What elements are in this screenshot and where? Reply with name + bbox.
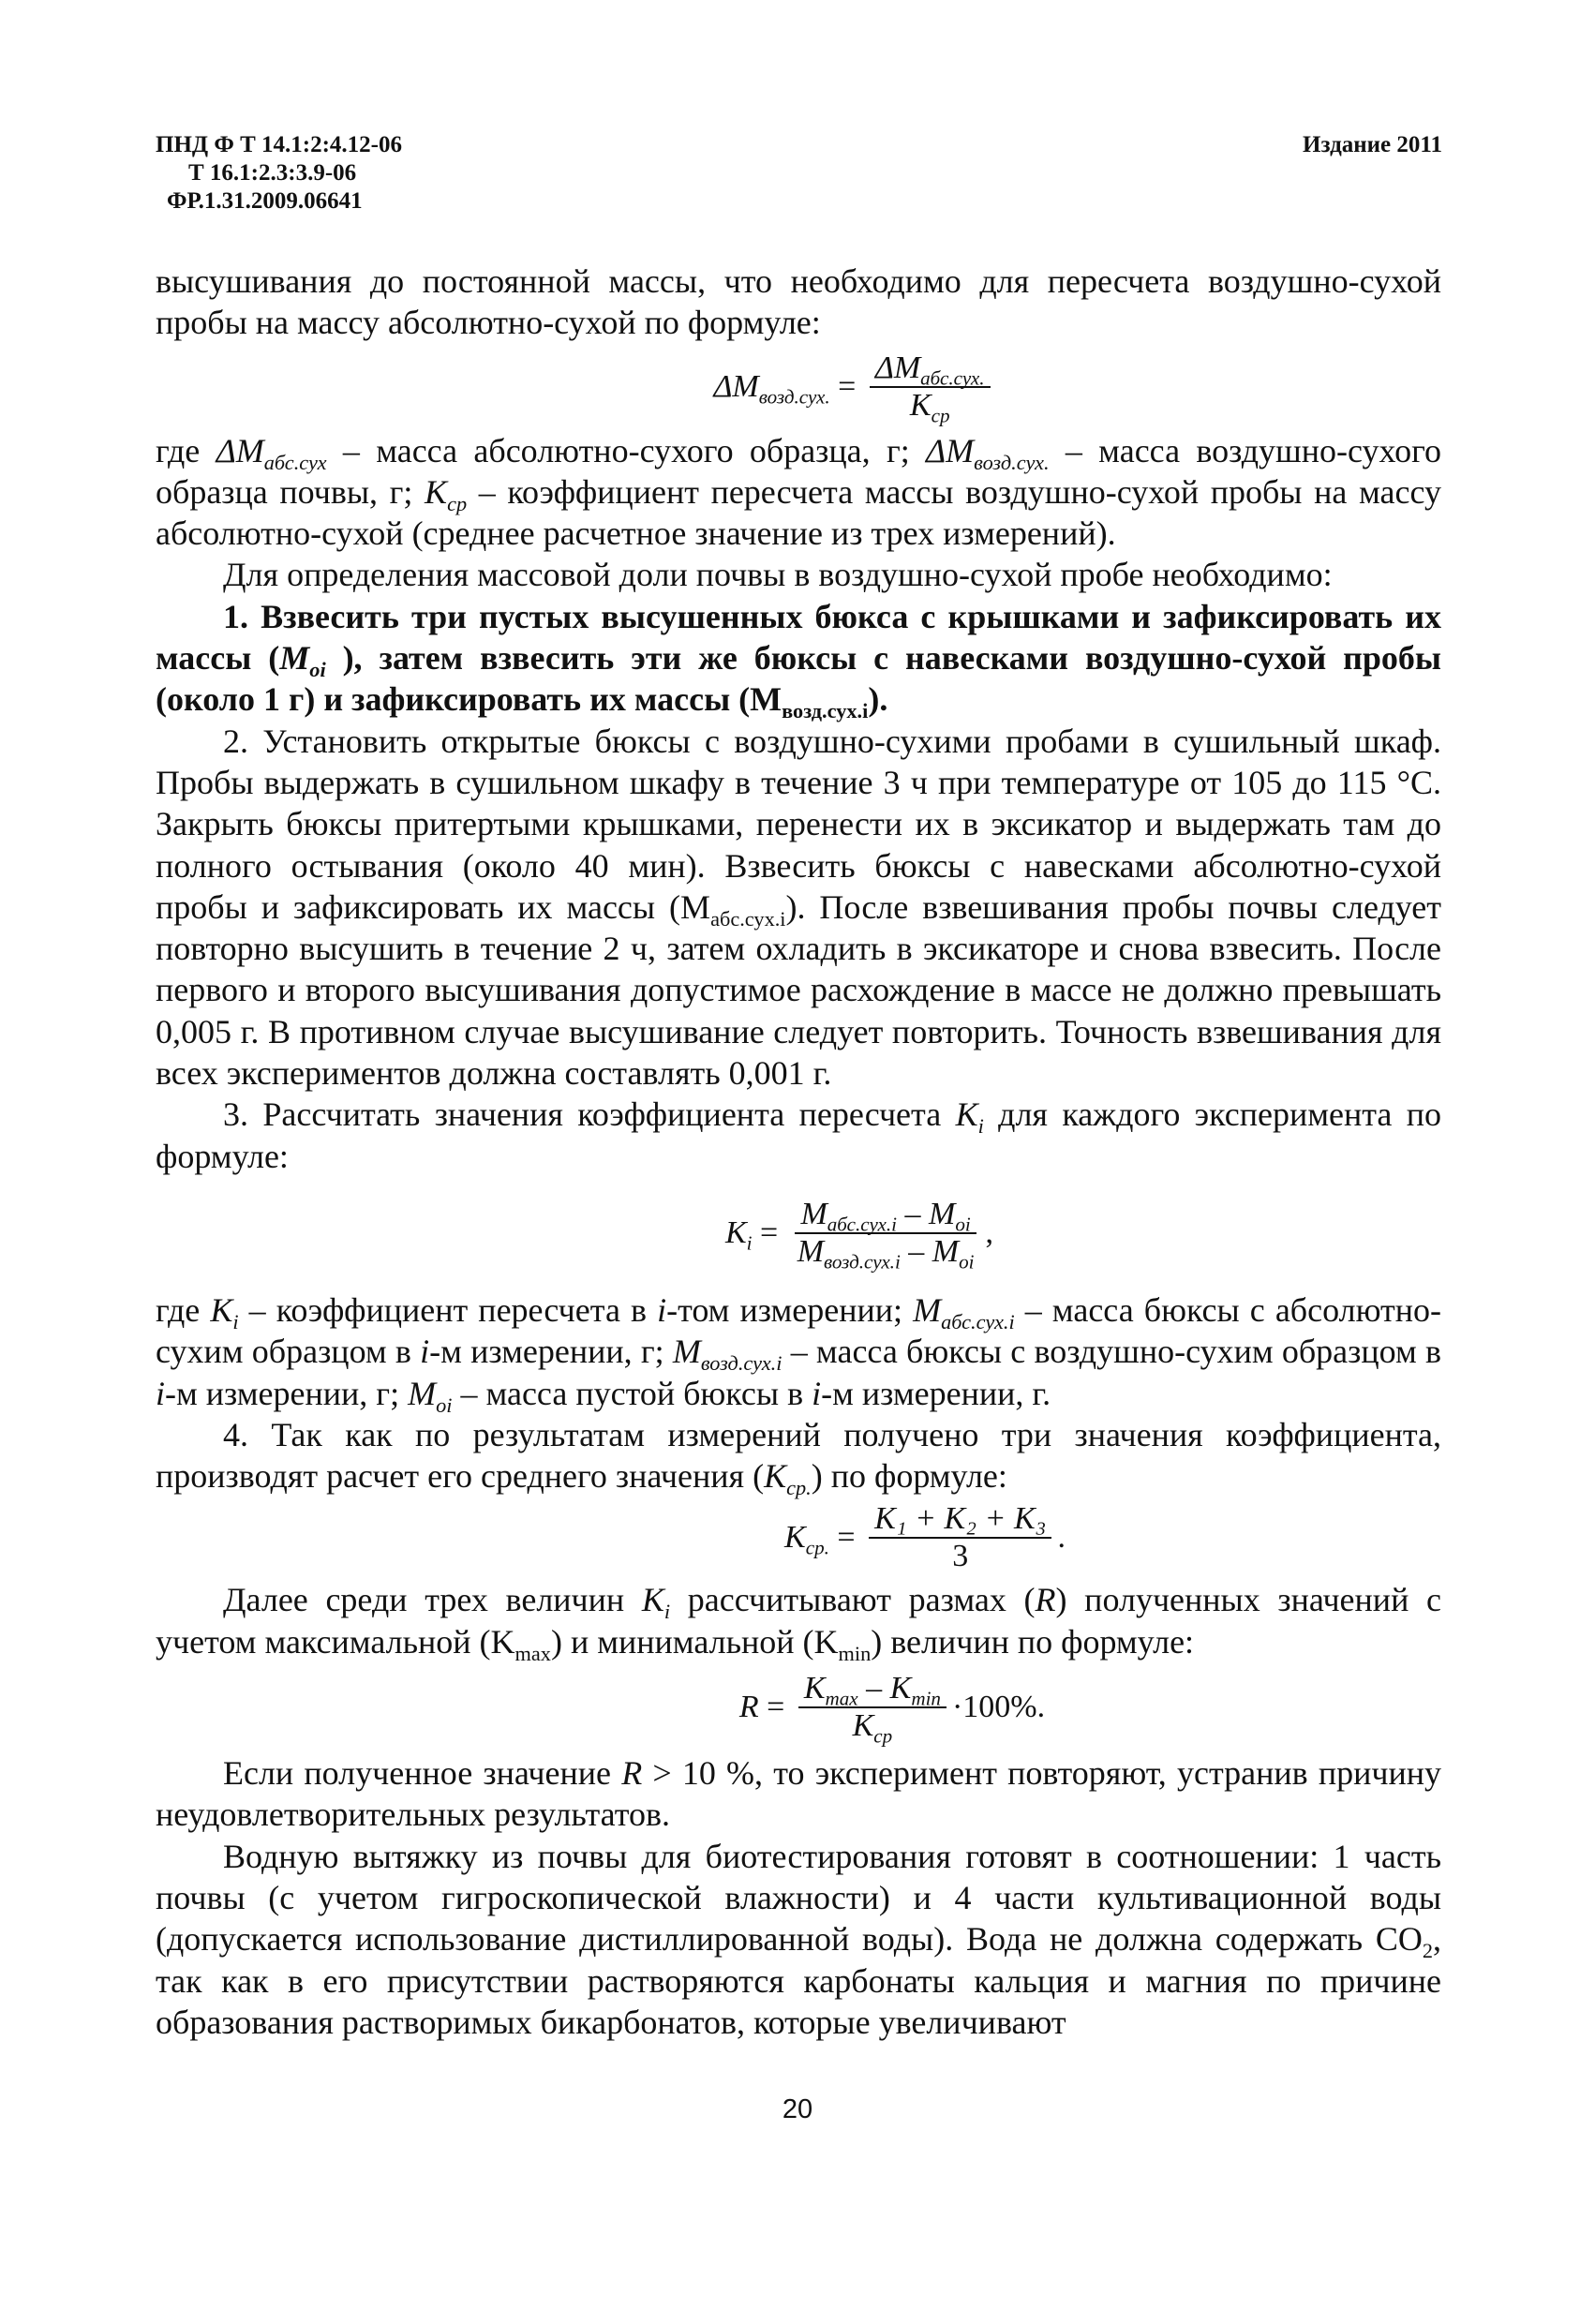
formula-ki: $K_i$ = $\frac{M_{абс.сух.i} - M_{oi}}{M_{возд.сух.i} - M_{oi}}$ , — [724, 1196, 994, 1274]
paragraph-definitions-2: где $K_i$ – коэффициент пересчета в i-том измерении; $M_{абс.сух.i}$ – масса бюксы с абсолютно-сухим образцом в i-м измерении, г; $M_{возд.сух.i}$ – масса бюксы с воздушно-сухим образцом в i-м измерении, г; $M_{oi}$ – масса пустой бюксы в i-м измерении, г. — [156, 1290, 1441, 1417]
paragraph-step-2: 2. Установить открытые бюксы с воздушно-сухими пробами в сушильный шкаф. Пробы выдержать в сушильном шкафу в течение 3 ч при температуре от 105 до 115 °С. Закрыть бюксы притертыми крышками, перенести их в эксикатор и выдержать там до полного остывания (около 40 мин). Взвесить бюксы с навесками абсолютно-сухой пробы и зафиксировать их массы $(M_{абс.сух.i})$. После взвешивания пробы почвы следует повторно высушить в течение 2 ч, затем охладить в эксикаторе и снова взвесить. После первого и второго высушивания допустимое расхождение в массе не должно превышать 0,005 г. В противном случае высушивание следует повторить. Точность взвешивания для всех экспериментов должна составлять 0,001 г. — [156, 722, 1442, 1093]
paragraph-definitions-1: где $\Delta M_{абс.сух}$ – масса абсолютно-сухого образца, г; $\Delta M_{возд.сух.}$ – масса воздушно-сухого образца почвы, г; $K_{ср}$ – коэффициент пересчета массы воздушно-сухой пробы на массу абсолютно-сухой (среднее расчетное значение из трех измерений). — [156, 431, 1441, 553]
formula-air-dry-mass: $\Delta M_{возд.сух.}$ = $\frac{\Delta M_{абс.сух.}}{K_{ср}}$ — [268, 344, 1441, 430]
paragraph-procedure-intro: Для определения массовой доли почвы в воздушно-сухой пробе необходимо: — [223, 556, 1333, 594]
formula-k-average: $K_{ср.}$ = $\frac{\text{K₁ + K₂ + K₃}}{3}$ . — [784, 1501, 1066, 1574]
paragraph-step-1: 1. Взвесить три пустых высушенных бюкса с крышками и зафиксировать их массы ($M_{oi}$ ), затем взвесить эти же бюксы с навесками воздушно-сухой пробы (около 1 г) и зафиксировать их массы $(M_{возд.сух.i})$. — [156, 597, 1442, 723]
paragraph-repeat-condition: Если полученное значение R > 10 %, то эксперимент повторяют, устранив причину неудовлетворительных результатов. — [156, 1754, 1442, 1834]
paragraph-intro: высушивания до постоянной массы, что необходимо для пересчета воздушно-сухой пробы на массу абсолютно-сухой по формуле: — [156, 262, 1441, 342]
formula-range: R = $\frac{K_{max} - K_{min}}{K_{ср}}$ ·100%. — [738, 1671, 1046, 1748]
doc-code-line-3: ФР.1.31.2009.06641 — [167, 188, 363, 214]
doc-code-line-2: Т 16.1:2.3:3.9-06 — [188, 160, 357, 186]
paragraph-step-4: 4. Так как по результатам измерений получено три значения коэффициента, производят расчет его среднего значения $(K_{ср.})$ по формуле: — [156, 1415, 1441, 1499]
paragraph-step-3: 3. Рассчитать значения коэффициента пересчета $K_i$ для каждого эксперимента по формуле: — [156, 1095, 1442, 1175]
page-number: 20 — [782, 2094, 813, 2124]
paragraph-water-extract: Водную вытяжку из почвы для биотестирования готовят в соотношении: 1 часть почвы (с учетом гигроскопической влажности) и 4 части культивационной воды (допускается использование дистиллированной воды). Вода не должна содержать $CO_2$, так как в его присутствии растворяются карбонаты кальция и магния по причине образования растворимых бикарбонатов, которые увеличивают — [156, 1837, 1441, 2041]
edition-label: Издание 2011 — [1303, 132, 1442, 157]
doc-code-line-1: ПНД Ф Т 14.1:2:4.12-06 — [156, 132, 402, 157]
document-code-block — [156, 131, 402, 216]
body-text — [156, 261, 1441, 2043]
paragraph-range: Далее среди трех величин $K_i$ рассчитывают размах (R) полученных значений с учетом максимальной $(K_{max})$ и минимальной $(K_{min})$ величин по формуле: — [156, 1581, 1441, 1665]
